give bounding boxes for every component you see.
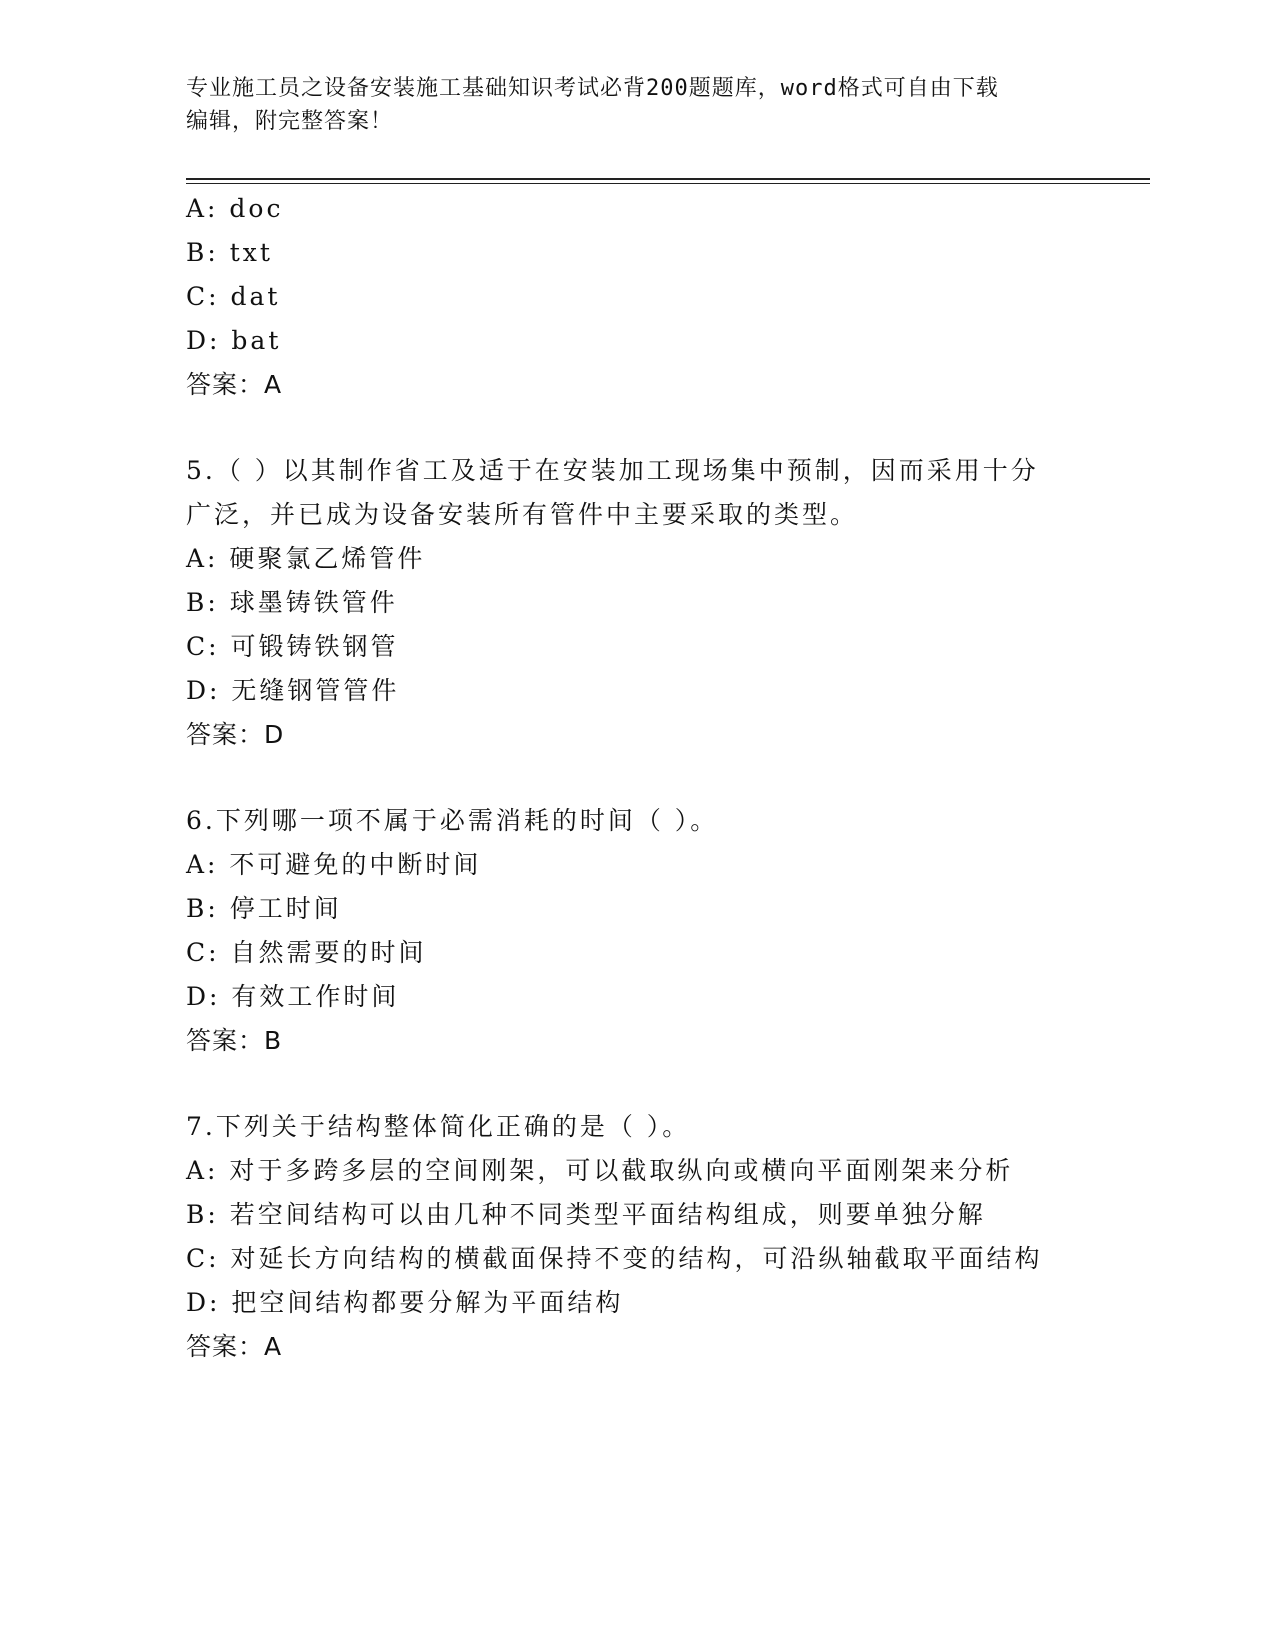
- q6-option-d: D: 有效工作时间: [186, 982, 400, 1011]
- header-title-line1: 专业施工员之设备安装施工基础知识考试必背200题题库，word格式可自由下载: [186, 76, 999, 101]
- q6-option-c: C: 自然需要的时间: [186, 938, 427, 967]
- document-header: [186, 72, 1066, 138]
- q5-answer: 答案：D: [186, 720, 285, 749]
- q7-stem: 7.下列关于结构整体简化正确的是（ ）。: [186, 1112, 691, 1141]
- q4-option-a: A: doc: [186, 194, 284, 223]
- q4-answer: 答案：A: [186, 370, 283, 399]
- q7-answer: 答案：A: [186, 1332, 283, 1361]
- q5-stem-line2: 广泛，并已成为设备安装所有管件中主要采取的类型。: [186, 500, 859, 529]
- q6-option-b: B: 停工时间: [186, 894, 342, 923]
- q4-option-b: B: txt: [186, 238, 273, 267]
- q4-option-c: C: dat: [186, 282, 281, 311]
- q5-option-b: B: 球墨铸铁管件: [186, 588, 398, 617]
- header-rule-thick: [186, 178, 1150, 180]
- q5-option-a: A: 硬聚氯乙烯管件: [186, 544, 426, 573]
- q7-option-b: B: 若空间结构可以由几种不同类型平面结构组成，则要单独分解: [186, 1200, 986, 1229]
- header-title-line2: 编辑，附完整答案！: [186, 109, 394, 134]
- q5-option-d: D: 无缝钢管管件: [186, 676, 400, 705]
- q5-option-c: C: 可锻铸铁钢管: [186, 632, 399, 661]
- q7-option-c: C: 对延长方向结构的横截面保持不变的结构，可沿纵轴截取平面结构: [186, 1244, 1043, 1273]
- q6-answer: 答案：B: [186, 1026, 283, 1055]
- q6-option-a: A: 不可避免的中断时间: [186, 850, 482, 879]
- header-rule-thin: [186, 183, 1150, 184]
- q7-option-a: A: 对于多跨多层的空间刚架，可以截取纵向或横向平面刚架来分析: [186, 1156, 1014, 1185]
- q6-stem: 6.下列哪一项不属于必需消耗的时间（ ）。: [186, 806, 719, 835]
- q7-option-d: D: 把空间结构都要分解为平面结构: [186, 1288, 624, 1317]
- q4-option-d: D: bat: [186, 326, 282, 355]
- q5-stem-line1: 5.（ ）以其制作省工及适于在安装加工现场集中预制，因而采用十分: [186, 456, 1039, 485]
